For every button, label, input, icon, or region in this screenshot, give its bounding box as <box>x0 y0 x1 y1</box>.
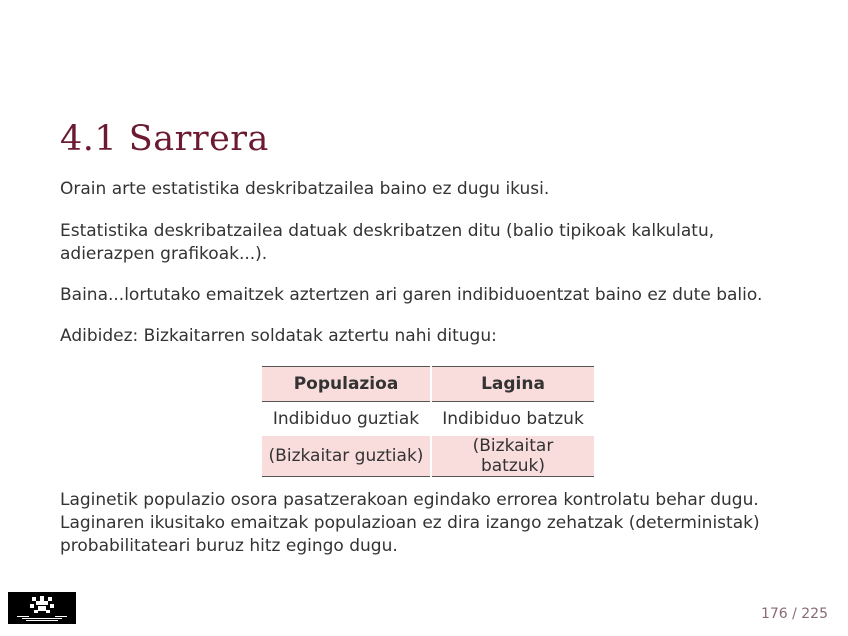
paragraph-conclusion <box>60 489 790 558</box>
paragraph-descriptive: Estatistika deskribatzailea datuak deskribatzen ditu (balio tipikoak kalkulatu, adierazpen grafikoak...). <box>60 221 715 264</box>
table-row <box>262 436 594 477</box>
table-cell: Indibiduo batzuk <box>431 402 594 437</box>
table-cell: (Bizkaitar batzuk) <box>431 436 594 477</box>
header-sample: Lagina <box>431 367 594 402</box>
conclusion-line: Laginetik populazio osora pasatzerakoan egindako errorea kontrolatu behar dugu. <box>60 490 759 510</box>
paragraph-intro: Orain arte estatistika deskribatzailea baino ez dugu ikusi. <box>60 179 550 199</box>
header-population: Populazioa <box>262 367 431 402</box>
paragraph-limitation: Baina...lortutako emaitzek aztertzen ari garen indibiduoentzat baino ez dute balio. <box>60 285 763 305</box>
page-number: 176 / 225 <box>760 606 828 622</box>
table-header-row <box>262 367 594 402</box>
university-logo-icon <box>8 592 76 624</box>
table-row <box>262 402 594 437</box>
table-cell: Indibiduo guztiak <box>272 409 420 429</box>
population-sample-table <box>262 366 594 477</box>
paragraph-example: Adibidez: Bizkaitarren soldatak aztertu nahi ditugu: <box>60 326 497 346</box>
slide-title: 4.1 Sarrera <box>60 119 269 160</box>
conclusion-line: Laginaren ikusitako emaitzak populazioan ez dira izango zehatzak (deterministak) <box>60 513 760 533</box>
table-cell: (Bizkaitar guztiak) <box>262 436 431 477</box>
conclusion-line: probabilitateari buruz hitz egingo dugu. <box>60 536 398 556</box>
